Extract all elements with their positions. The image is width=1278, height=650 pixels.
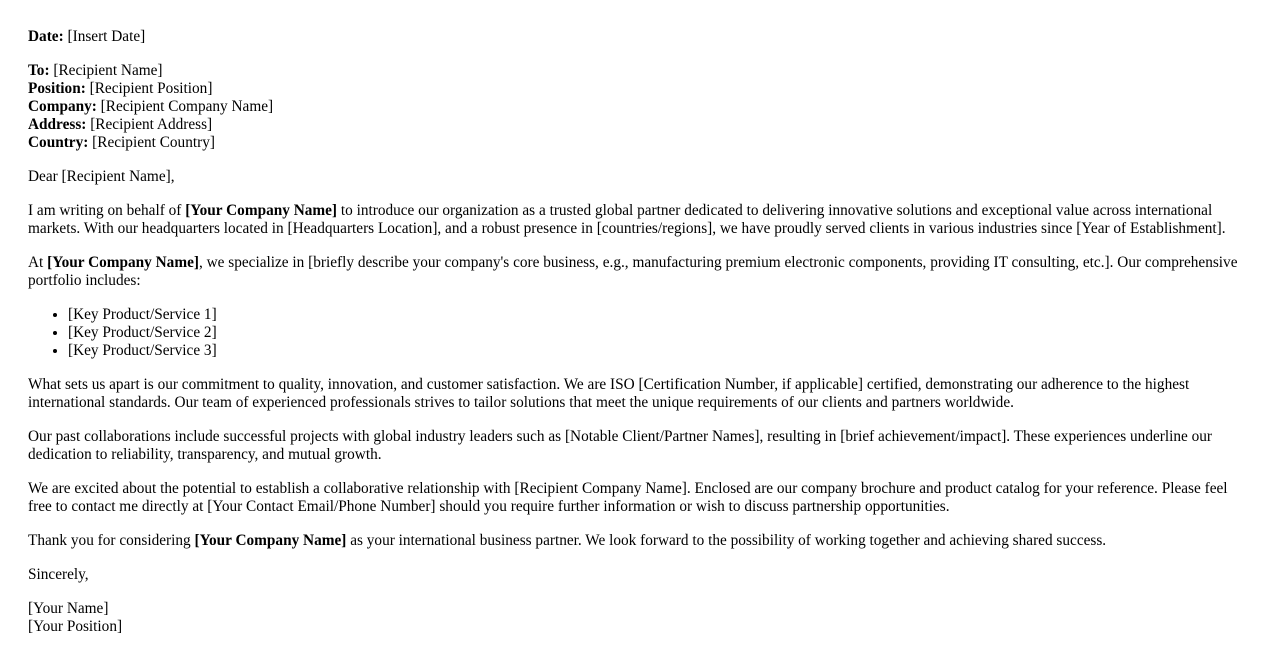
intro-text-before: I am writing on behalf of bbox=[28, 202, 186, 219]
commitment-paragraph: What sets us apart is our commitment to quality, innovation, and customer satisfaction. We are ISO [Certification Number, if applicable] certified, demonstrating our adherence to the highest international standards. Our team of experienced professionals strives to tailor solutions that meet the unique requirements of our clients and partners worldwide. bbox=[28, 376, 1190, 411]
address-label: Address: bbox=[28, 116, 87, 133]
specialize-text-before: At bbox=[28, 254, 48, 271]
country-label: Country: bbox=[28, 134, 89, 151]
date-value: [Insert Date] bbox=[63, 28, 146, 45]
recipient-block bbox=[28, 62, 1250, 152]
closing: Sincerely, bbox=[28, 566, 89, 583]
to-value: [Recipient Name] bbox=[49, 62, 163, 79]
recipient-to-line bbox=[28, 62, 1250, 80]
specialize-text-after: , we specialize in [briefly describe your company's core business, e.g., manufacturing premium electronic components, providing IT consulting, etc.]. Our comprehensive portfolio includes: bbox=[28, 254, 1238, 289]
position-label: Position: bbox=[28, 80, 86, 97]
list-item: • [Key Product/Service 3] bbox=[68, 342, 1250, 360]
intro-company-name: [Your Company Name] bbox=[185, 202, 338, 219]
excited-paragraph: We are excited about the potential to establish a collaborative relationship with [Recipient Company Name]. Enclosed are our company brochure and product catalog for your reference. Please feel free to contact me directly at [Your Contact Email/Phone Number] should you require further information or wish to discuss partnership opportunities. bbox=[28, 480, 1228, 515]
list-item: • [Key Product/Service 1] bbox=[68, 306, 1250, 324]
specialize-company-name: [Your Company Name] bbox=[47, 254, 199, 271]
collaborations-paragraph: Our past collaborations include successful projects with global industry leaders such as [Notable Client/Partner Names], resulting in [brief achievement/impact]. These experiences underline our dedication to reliability, transparency, and mutual growth. bbox=[28, 428, 1213, 463]
recipient-address-line bbox=[28, 116, 1250, 134]
list-item: • [Key Product/Service 2] bbox=[68, 324, 1250, 342]
date-line bbox=[28, 28, 1250, 46]
date-label: Date: bbox=[28, 28, 64, 45]
company-label: Company: bbox=[28, 98, 97, 115]
address-value: [Recipient Address] bbox=[86, 116, 213, 133]
country-value: [Recipient Country] bbox=[88, 134, 215, 151]
to-label: To: bbox=[28, 62, 50, 79]
signature-block bbox=[28, 600, 1250, 636]
specialize-paragraph bbox=[28, 254, 1250, 290]
thanks-paragraph bbox=[28, 532, 1250, 550]
recipient-position-line bbox=[28, 80, 1250, 98]
signature-position: [Your Position] bbox=[28, 618, 123, 635]
signature-name: [Your Name] bbox=[28, 600, 109, 617]
thanks-company-name: [Your Company Name] bbox=[194, 532, 347, 549]
portfolio-list bbox=[28, 306, 1250, 360]
intro-paragraph bbox=[28, 202, 1250, 238]
thanks-text-before: Thank you for considering bbox=[28, 532, 195, 549]
recipient-country-line bbox=[28, 134, 1250, 152]
intro-text-after: to introduce our organization as a trusted global partner dedicated to delivering innovative solutions and exceptional value across international markets. With our headquarters located in [Headquarters Location], and a robust presence in [countries/regions], we have proudly served clients in various industries since [Year of Establishment]. bbox=[28, 202, 1226, 237]
position-value: [Recipient Position] bbox=[85, 80, 213, 97]
recipient-company-line bbox=[28, 98, 1250, 116]
thanks-text-after: as your international business partner. We look forward to the possibility of working together and achieving shared success. bbox=[346, 532, 1107, 549]
company-value: [Recipient Company Name] bbox=[96, 98, 274, 115]
greeting: Dear [Recipient Name], bbox=[28, 168, 175, 185]
